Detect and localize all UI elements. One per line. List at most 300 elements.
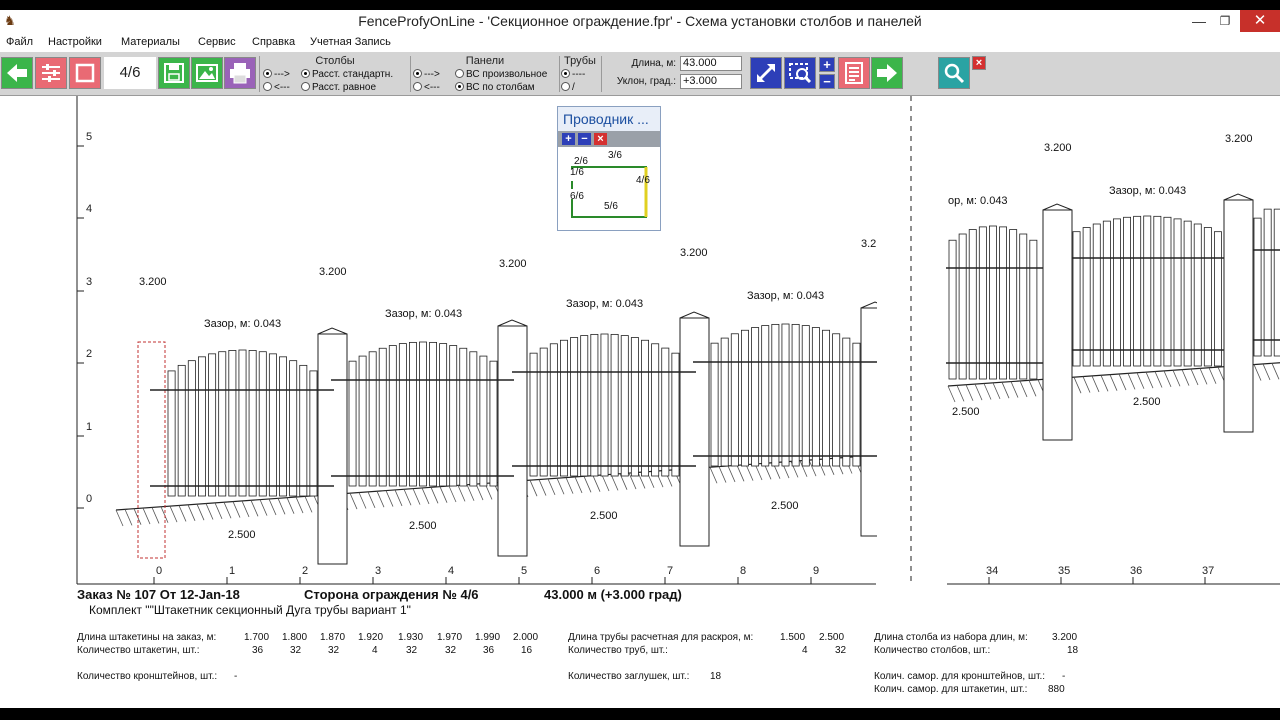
ground-hatch (966, 385, 973, 401)
picket (450, 346, 457, 486)
post-height-label: 3.2 (861, 238, 877, 250)
posts-equal-spacing[interactable] (301, 82, 376, 93)
picket (1124, 217, 1131, 366)
panels-dir-forward-label: ---> (424, 69, 440, 80)
ground-hatch (125, 509, 132, 525)
picture-icon (195, 61, 219, 85)
x-axis-tick-label: 34 (986, 565, 999, 577)
ground-hatch (143, 508, 150, 524)
y-axis-tick-label: 4 (86, 203, 93, 215)
picket (1000, 227, 1007, 379)
picket (369, 352, 376, 486)
bracket-screws-label: Колич. самор. для кронштейнов, шт.: (874, 671, 1045, 682)
floppy-icon (162, 61, 186, 85)
picket-count-value: 32 (445, 645, 457, 656)
navigator-close-button[interactable]: × (594, 133, 607, 145)
ground-hatch (1074, 377, 1081, 393)
ground-hatch (1020, 381, 1027, 397)
ground-hatch (539, 480, 546, 496)
post-count-value: 18 (1067, 645, 1079, 656)
ground-hatch (1092, 376, 1099, 392)
picket (229, 350, 236, 496)
ground-hatch (611, 474, 618, 490)
menu-account[interactable]: Учетная Запись (310, 36, 391, 48)
radio-icon (263, 82, 272, 91)
gap-label: ор, м: 0.043 (948, 195, 1008, 207)
virtual-post (138, 342, 165, 558)
expand-arrows-icon (754, 61, 778, 85)
pipe-count-value: 4 (802, 645, 808, 656)
ground-hatch (1029, 380, 1036, 396)
picket (1093, 224, 1100, 366)
ground-hatch (386, 491, 393, 507)
span-label: 2.500 (228, 529, 256, 541)
radio-icon (301, 69, 310, 78)
ground-hatch (476, 484, 483, 500)
back-arrow-button[interactable] (1, 57, 33, 89)
picket (178, 365, 185, 496)
menu-materials[interactable]: Материалы (121, 36, 180, 48)
post-height-label: 3.200 (139, 276, 167, 288)
nav-section-4[interactable]: 4/6 (636, 175, 650, 186)
span-label: 2.500 (771, 500, 799, 512)
radio-icon (413, 82, 422, 91)
picket (480, 356, 487, 486)
fence-side-info: Сторона ограждения № 4/6 (304, 587, 479, 602)
picket (989, 226, 996, 379)
minimize-button[interactable]: — (1192, 13, 1206, 29)
menu-service[interactable]: Сервис (198, 36, 236, 48)
toolbar (0, 52, 1280, 96)
save-button[interactable] (158, 57, 190, 89)
picket (571, 338, 578, 476)
picket (1214, 232, 1221, 366)
picket-count-value: 32 (290, 645, 302, 656)
picket (259, 352, 266, 496)
picket (652, 344, 659, 476)
kit-info: Комплект ""Штакетник секционный Дуга трубы вариант 1" (89, 603, 411, 617)
ground-hatch (458, 485, 465, 501)
picket (741, 330, 748, 466)
ground-hatch (948, 386, 955, 402)
picket (239, 350, 246, 496)
ground-hatch (1209, 368, 1216, 384)
ground-hatch (251, 500, 258, 516)
picket (631, 338, 638, 476)
bracket-count-label: Количество кронштейнов, шт.: (77, 671, 218, 682)
ground-hatch (1119, 374, 1126, 390)
pipe-length-value: 1.500 (780, 632, 806, 643)
picket (389, 346, 396, 486)
posts-equal-label: Расст. равное (312, 82, 377, 93)
panels-arbitrary[interactable] (455, 69, 547, 80)
posts-standard-spacing[interactable] (301, 69, 393, 80)
picket (822, 330, 829, 466)
picket (1083, 228, 1090, 366)
picket (621, 336, 628, 476)
y-axis-tick-label: 5 (86, 131, 93, 143)
picket-length-value: 1.930 (398, 632, 424, 643)
ground-hatch (287, 498, 294, 514)
ground-hatch (1164, 371, 1171, 387)
posts-standard-label: Расст. стандартн. (312, 69, 394, 80)
y-axis-tick-label: 3 (86, 276, 93, 288)
menu-help[interactable]: Справка (252, 36, 296, 48)
ground-hatch (710, 467, 717, 483)
picket (1144, 216, 1151, 366)
sliders-icon (39, 61, 63, 85)
x-axis-tick-label: 37 (1202, 565, 1215, 577)
slope-label: Уклон, град.: (616, 76, 676, 87)
panels-dir-back[interactable] (413, 82, 440, 93)
span-label: 2.500 (952, 406, 980, 418)
picket (969, 230, 976, 379)
picket (359, 356, 366, 486)
zoom-in-button[interactable]: + (819, 57, 835, 72)
caps-count-label: Количество заглушек, шт.: (568, 671, 690, 682)
ground-hatch (377, 491, 384, 507)
picket (762, 326, 769, 466)
ground-hatch (957, 385, 964, 401)
picket-count-value: 32 (406, 645, 418, 656)
radio-icon (561, 82, 570, 91)
radio-icon (455, 69, 464, 78)
close-button[interactable]: ✕ (1240, 10, 1280, 32)
y-axis-tick-label: 1 (86, 421, 93, 433)
ground-hatch (197, 504, 204, 520)
ground-hatch (593, 476, 600, 492)
picket-count-value: 32 (328, 645, 340, 656)
ground-hatch (179, 505, 186, 521)
picket (772, 324, 779, 466)
menu-settings[interactable]: Настройки (48, 36, 102, 48)
picket (731, 334, 738, 466)
gap-label: Зазор, м: 0.043 (747, 290, 825, 302)
ground-hatch (1110, 375, 1117, 391)
slope-input[interactable]: +3.000 (680, 74, 742, 89)
ground-hatch (1128, 373, 1135, 389)
ground-hatch (188, 505, 195, 521)
next-arrow-button[interactable] (871, 57, 903, 89)
ground-hatch (728, 466, 735, 482)
nav-section-1[interactable]: 1/6 (570, 167, 584, 178)
x-axis-tick-label: 3 (375, 565, 382, 577)
y-axis-tick-label: 0 (86, 493, 93, 505)
picket (379, 348, 386, 486)
picket-screws-label: Колич. самор. для штакетин, шт.: (874, 684, 1028, 695)
picket (279, 357, 286, 496)
picket (430, 342, 437, 486)
toolbar-separator (410, 56, 411, 92)
ground-hatch (449, 486, 456, 502)
post-height-label: 3.200 (499, 258, 527, 270)
posts-dir-back-label: <--- (274, 82, 290, 93)
fence-post (1224, 200, 1253, 432)
ground-hatch (368, 492, 375, 508)
post-count-label: Количество столбов, шт.: (874, 645, 991, 656)
picket (399, 344, 406, 486)
navigator-panel (557, 106, 661, 231)
ground-hatch (584, 476, 591, 492)
picket (1264, 209, 1271, 356)
picket (641, 340, 648, 476)
fence-post (1043, 210, 1072, 440)
ground-hatch (233, 502, 240, 518)
toolbar-separator (559, 56, 560, 92)
list-icon (842, 61, 866, 85)
bracket-screws-value: - (1062, 671, 1066, 682)
y-axis-tick-label: 2 (86, 348, 93, 360)
span-label: 2.500 (409, 520, 437, 532)
ground-hatch (1146, 372, 1153, 388)
x-axis-tick-label: 8 (740, 565, 747, 577)
radio-icon (413, 69, 422, 78)
picket-length-value: 1.920 (358, 632, 384, 643)
fence-length-info: 43.000 м (+3.000 град) (544, 587, 682, 602)
ground-hatch (530, 480, 537, 496)
ground-hatch (1011, 382, 1018, 398)
pipe-length-label: Длина трубы расчетная для раскроя, м: (568, 632, 754, 643)
fit-view-button[interactable] (750, 57, 782, 89)
clip-mask (877, 96, 910, 584)
fence-post (680, 318, 709, 546)
settings-sliders-button[interactable] (35, 57, 67, 89)
ground-hatch (1155, 372, 1162, 388)
ground-hatch (737, 465, 744, 481)
ground-hatch (602, 475, 609, 491)
x-axis-tick-label: 6 (594, 565, 601, 577)
gap-label: Зазор, м: 0.043 (566, 298, 644, 310)
picket-length-value: 1.800 (282, 632, 308, 643)
navigator-title: Проводник ... (558, 107, 660, 131)
zoom-out-button[interactable]: − (819, 74, 835, 89)
ground-hatch (431, 487, 438, 503)
section-counter[interactable]: 4/6 (104, 57, 156, 89)
ground-hatch (1173, 370, 1180, 386)
picket (843, 338, 850, 466)
gap-label: Зазор, м: 0.043 (204, 318, 282, 330)
ground-hatch (1002, 382, 1009, 398)
picket-length-value: 2.000 (513, 632, 539, 643)
radio-icon (301, 82, 310, 91)
picket (611, 334, 618, 476)
nav-section-6[interactable]: 6/6 (570, 191, 584, 202)
picket-length-value: 1.990 (475, 632, 501, 643)
picket (249, 350, 256, 496)
title-bar (0, 10, 1280, 34)
picket (219, 352, 226, 496)
posts-group-title: Столбы (315, 55, 355, 67)
picket (470, 352, 477, 486)
ground-hatch (557, 478, 564, 494)
radio-icon (455, 82, 464, 91)
ground-hatch (152, 507, 159, 523)
panels-by-posts[interactable] (455, 82, 535, 93)
post-length-label: Длина столба из набора длин, м: (874, 632, 1028, 643)
menu-file[interactable]: Файл (6, 36, 34, 48)
ground-hatch (566, 478, 573, 494)
panels-arbitrary-label: ВС произвольное (466, 69, 548, 80)
screen-top-border (0, 0, 1280, 10)
arrow-right-icon (875, 61, 899, 85)
ground-hatch (975, 384, 982, 400)
ground-hatch (359, 493, 366, 509)
ground-hatch (1101, 375, 1108, 391)
beaver-icon[interactable]: ♞ (4, 13, 16, 28)
post-height-label: 3.200 (1044, 142, 1072, 154)
picket (1274, 209, 1280, 356)
picket (1254, 218, 1261, 356)
toolbar-separator (259, 56, 260, 92)
picket (269, 354, 276, 496)
post-cap (498, 320, 527, 326)
ground-hatch (1272, 363, 1279, 379)
picket (662, 348, 669, 476)
picket-length-label: Длина штакетины на заказ, м: (77, 632, 217, 643)
printer-icon (228, 61, 252, 85)
picket (581, 336, 588, 476)
picket (290, 361, 297, 496)
ground-hatch (413, 489, 420, 505)
picket (1174, 219, 1181, 366)
post-cap (318, 328, 347, 334)
picket (752, 328, 759, 466)
ground-hatch (116, 510, 123, 526)
ground-hatch (395, 490, 402, 506)
menu-bar (0, 34, 1280, 52)
picket (1073, 232, 1080, 366)
order-info: Заказ № 107 От 12-Jan-18 (77, 587, 240, 602)
pipes-horizontal-label: ---- (572, 69, 586, 80)
x-axis-tick-label: 4 (448, 565, 455, 577)
pipes-group-title: Трубы (564, 55, 596, 67)
pipes-sloped[interactable] (561, 82, 575, 93)
nav-section-5[interactable]: 5/6 (604, 201, 618, 212)
post-height-label: 3.200 (680, 247, 708, 259)
picket (1103, 221, 1110, 366)
length-input[interactable]: 43.000 (680, 56, 742, 71)
ground-hatch (993, 383, 1000, 399)
panels-dir-forward[interactable] (413, 69, 440, 80)
image-button[interactable] (191, 57, 223, 89)
navigator-toolbar (558, 131, 660, 147)
ground-hatch (467, 485, 474, 501)
picket (949, 240, 956, 379)
post-length-value: 3.200 (1052, 632, 1078, 643)
panels-by-posts-label: ВС по столбам (466, 82, 535, 93)
ground-hatch (206, 504, 213, 520)
picket-length-value: 1.700 (244, 632, 270, 643)
picket (1164, 217, 1171, 366)
gap-label: Зазор, м: 0.043 (1109, 185, 1187, 197)
picket (1134, 216, 1141, 366)
close-drawing-button[interactable]: × (972, 56, 986, 70)
pipe-length-value: 2.500 (819, 632, 845, 643)
checklist-button[interactable] (838, 57, 870, 89)
picket (419, 342, 426, 486)
pipe-count-label: Количество труб, шт.: (568, 645, 668, 656)
magnifier-icon (942, 61, 966, 85)
post-cap (680, 312, 709, 318)
radio-icon (263, 69, 272, 78)
ground-hatch (1083, 377, 1090, 393)
span-label: 2.500 (590, 510, 618, 522)
picket (812, 328, 819, 466)
arrow-left-icon (5, 61, 29, 85)
posts-dir-back[interactable] (263, 82, 290, 93)
frame-icon (73, 61, 97, 85)
frame-button[interactable] (69, 57, 101, 89)
picket-length-value: 1.970 (437, 632, 463, 643)
picket-count-label: Количество штакетин, шт.: (77, 645, 200, 656)
ground-hatch (260, 500, 267, 516)
picket (782, 324, 789, 466)
user-search-button[interactable] (938, 57, 970, 89)
picket-count-value: 36 (483, 645, 495, 656)
ground-hatch (170, 506, 177, 522)
ground-hatch (1182, 370, 1189, 386)
panels-dir-back-label: <--- (424, 82, 440, 93)
ground-hatch (350, 493, 357, 509)
length-label: Длина, м: (631, 58, 676, 69)
screen-bottom-border (0, 708, 1280, 720)
x-axis-tick-label: 2 (302, 565, 309, 577)
x-axis-tick-label: 1 (229, 565, 236, 577)
picket (300, 365, 307, 496)
ground-hatch (984, 383, 991, 399)
pipes-sloped-label: / (572, 82, 575, 93)
ground-hatch (1191, 369, 1198, 385)
picket-screws-value: 880 (1048, 684, 1065, 695)
pipes-horizontal[interactable] (561, 69, 585, 80)
picket (601, 334, 608, 476)
picket-count-value: 36 (252, 645, 264, 656)
nav-section-2[interactable]: 2/6 (574, 156, 588, 167)
maximize-button[interactable]: ❐ (1219, 14, 1231, 28)
nav-section-3[interactable]: 3/6 (608, 150, 622, 161)
post-height-label: 3.200 (1225, 133, 1253, 145)
span-label: 2.500 (1133, 396, 1161, 408)
fence-post (498, 326, 527, 556)
picket (979, 227, 986, 379)
picket (188, 361, 195, 496)
picket (1010, 230, 1017, 379)
bracket-count-value: - (234, 671, 238, 682)
navigator-minus-button[interactable]: − (578, 133, 591, 145)
navigator-plus-button[interactable]: + (562, 133, 575, 145)
x-axis-tick-label: 7 (667, 565, 674, 577)
picket (591, 334, 598, 476)
x-axis-tick-label: 36 (1130, 565, 1143, 577)
picket (198, 357, 205, 496)
caps-count-value: 18 (710, 671, 722, 682)
picket (959, 234, 966, 379)
print-button[interactable] (224, 57, 256, 89)
zoom-window-button[interactable] (784, 57, 816, 89)
picket (460, 348, 467, 486)
picket (1113, 219, 1120, 366)
ground-hatch (1263, 364, 1270, 380)
picket (1020, 234, 1027, 379)
picket (1194, 224, 1201, 366)
gap-label: Зазор, м: 0.043 (385, 308, 463, 320)
fence-post (318, 334, 347, 564)
posts-dir-forward[interactable] (263, 69, 290, 80)
ground-hatch (224, 502, 231, 518)
drawing-canvas[interactable] (0, 96, 1280, 708)
picket (1184, 221, 1191, 366)
ground-hatch (1137, 373, 1144, 389)
